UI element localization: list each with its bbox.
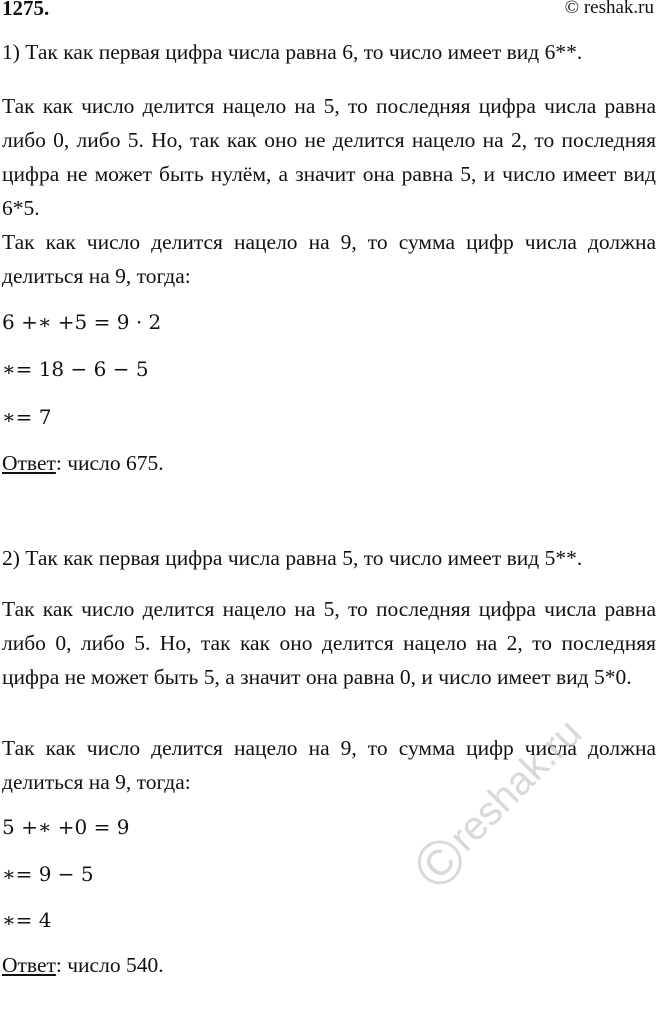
- part2-equation-2: ∗= 9 − 5: [2, 862, 94, 886]
- answer-text: : число 675.: [55, 451, 164, 475]
- part1-equation-1: 6 +∗ +5 = 9 · 2: [2, 310, 162, 334]
- answer-label: Ответ: [2, 953, 56, 977]
- part1-equation-3: ∗= 7: [2, 405, 52, 429]
- part1-intro: 1) Так как первая цифра числа равна 6, то число имеет вид 6**.: [2, 40, 583, 64]
- page-header: [0, 0, 658, 22]
- copyright-icon: ©: [399, 822, 481, 904]
- part1-answer: [2, 451, 164, 476]
- part1-divisibility-by-9: Так как число делится нацело на 9, то сумма цифр числа должна делиться на 9, тогда:: [2, 230, 656, 288]
- part2-equation-1: 5 +∗ +0 = 9: [2, 815, 130, 839]
- task-number: 1275.: [2, 0, 50, 20]
- part2-intro: 2) Так как первая цифра числа равна 5, то число имеет вид 5**.: [2, 546, 583, 570]
- answer-label: Ответ: [2, 451, 56, 475]
- part2-equation-3: ∗= 4: [2, 908, 52, 932]
- answer-text: : число 540.: [55, 953, 164, 977]
- source-credit: © reshak.ru: [564, 0, 654, 18]
- part2-divisibility-by-9: Так как число делится нацело на 9, то сумма цифр числа должна делиться на 9, тогда:: [2, 736, 656, 794]
- part1-divisibility-by-5: Так как число делится нацело на 5, то последняя цифра числа равна либо 0, либо 5. Но, так как оно не делится нацело на 2, то последняя цифра не может быть нулём, а значит она равна 5, и число имеет вид 6*5.: [2, 94, 656, 220]
- watermark-text: reshak.ru: [441, 710, 591, 860]
- part2-divisibility-by-5: Так как число делится нацело на 5, то последняя цифра числа равна либо 0, либо 5. Но, так как оно делится нацело на 2, то последняя цифра не может быть 5, а значит она равна 0, и число имеет вид 5*0.: [2, 597, 656, 689]
- part1-equation-2: ∗= 18 − 6 − 5: [2, 357, 149, 381]
- part2-answer: [2, 953, 164, 978]
